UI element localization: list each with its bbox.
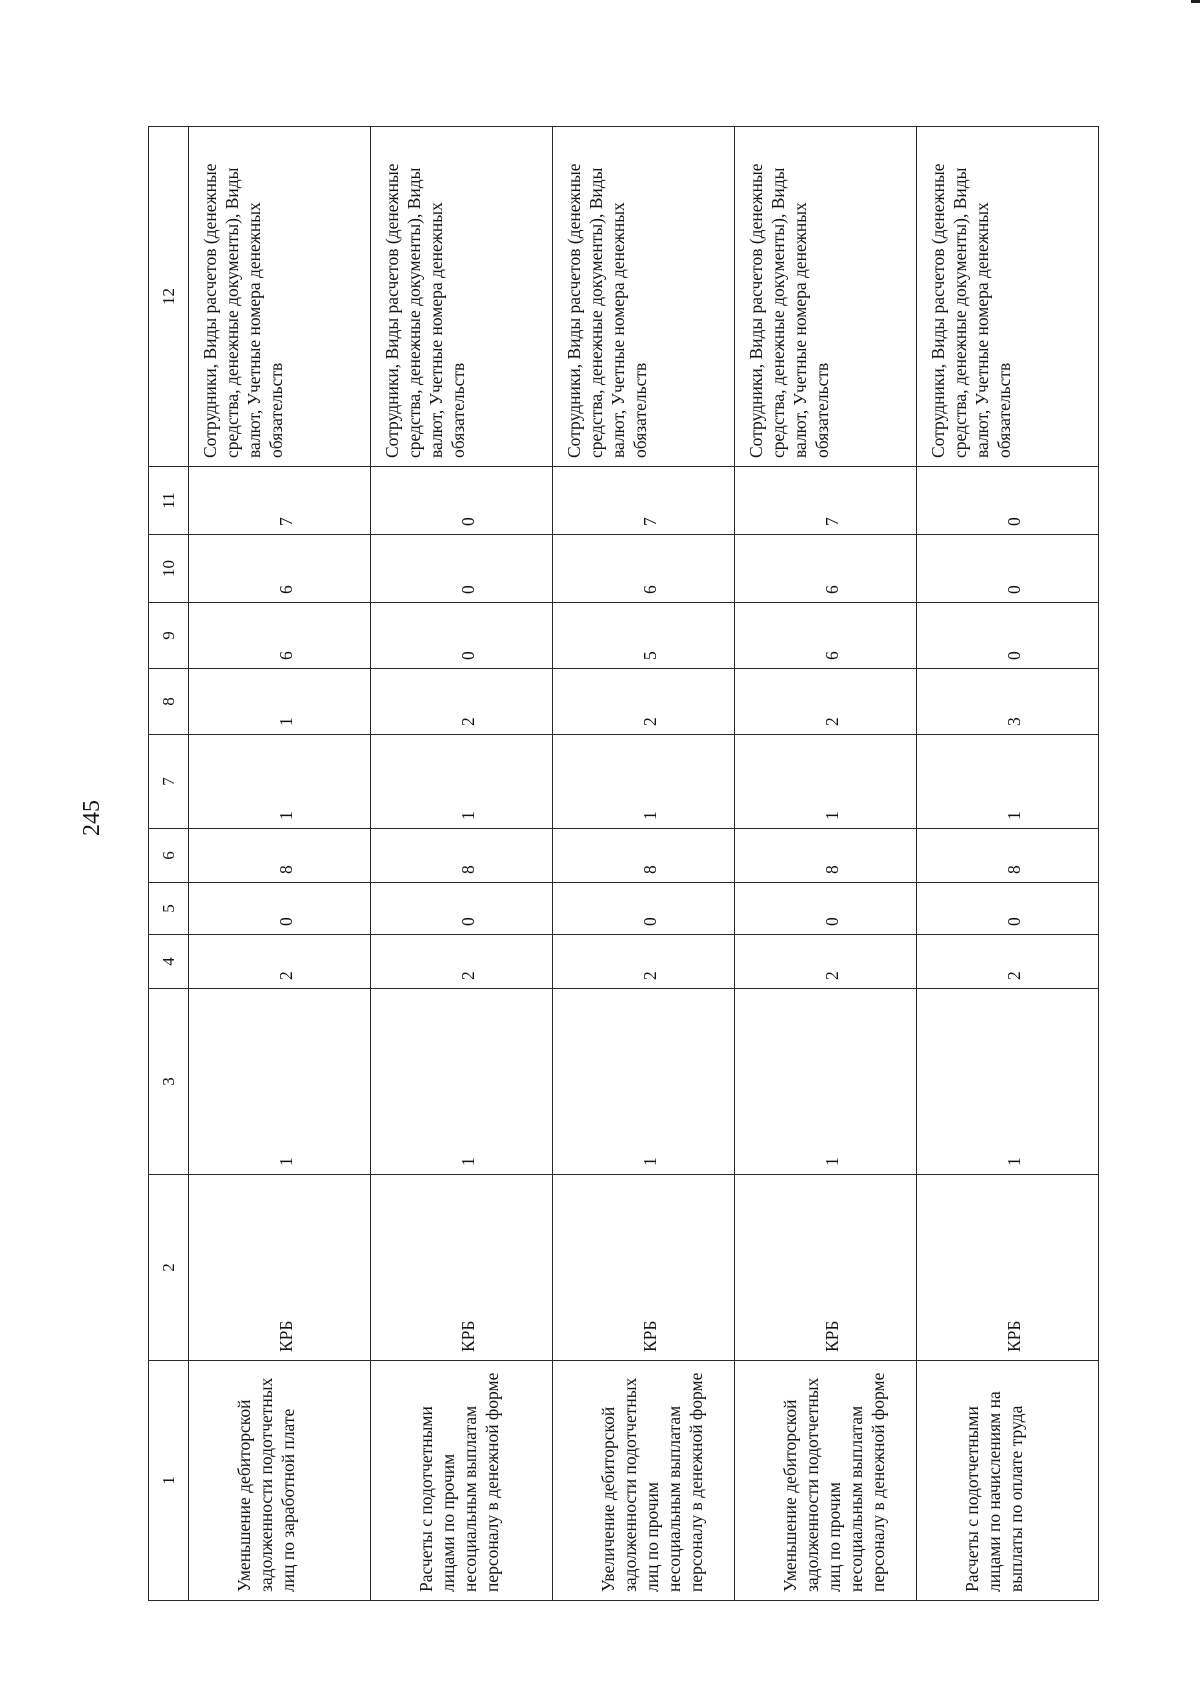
header-cell: 12 <box>149 127 189 467</box>
operation-name: Увеличение дебиторской задолженности подотчетных лиц по прочим несоциальным выплатам персоналу в денежной форме <box>553 1361 735 1601</box>
value-cell: 0 <box>371 603 553 669</box>
header-cell: 5 <box>149 883 189 935</box>
value-cell: 5 <box>553 603 735 669</box>
value-cell: 1 <box>371 735 553 829</box>
value-cell: 0 <box>917 883 1099 935</box>
value-cell: 1 <box>735 735 917 829</box>
value-cell: 2 <box>735 935 917 989</box>
value-cell: 2 <box>189 935 371 989</box>
header-cell: 3 <box>149 989 189 1175</box>
value-cell: 0 <box>371 883 553 935</box>
value-cell: 0 <box>735 883 917 935</box>
header-cell: 8 <box>149 669 189 735</box>
value-cell: 0 <box>917 535 1099 603</box>
value-cell: 1 <box>371 989 553 1175</box>
value-cell: 6 <box>735 603 917 669</box>
value-cell: 7 <box>735 467 917 535</box>
header-cell: 7 <box>149 735 189 829</box>
operation-name: Расчеты с подотчетными лицами по прочим несоциальным выплатам персоналу в денежной форме <box>371 1361 553 1601</box>
header-cell: 1 <box>149 1361 189 1601</box>
header-cell: 6 <box>149 829 189 883</box>
operation-name: Уменьшение дебиторской задолженности подотчетных лиц по прочим несоциальным выплатам персоналу в денежной форме <box>735 1361 917 1601</box>
value-cell: 6 <box>735 535 917 603</box>
value-cell: 8 <box>553 829 735 883</box>
value-cell: 1 <box>189 669 371 735</box>
value-cell: 2 <box>371 669 553 735</box>
table-row <box>553 127 735 1601</box>
analytics-description: Сотрудники, Виды расчетов (денежные средства, денежные документы), Виды валют, Учетные номера денежных обязательств <box>735 127 917 467</box>
value-cell: 1 <box>189 989 371 1175</box>
header-cell: 4 <box>149 935 189 989</box>
value-cell: 1 <box>917 989 1099 1175</box>
value-cell: 1 <box>553 735 735 829</box>
header-cell: 10 <box>149 535 189 603</box>
header-cell: 9 <box>149 603 189 669</box>
page-number: 245 <box>79 800 105 836</box>
scan-corner-mark <box>1191 0 1200 3</box>
code-cell: КРБ <box>917 1175 1099 1361</box>
table-row <box>371 127 553 1601</box>
value-cell: 8 <box>189 829 371 883</box>
value-cell: 6 <box>553 535 735 603</box>
value-cell: 8 <box>371 829 553 883</box>
value-cell: 6 <box>189 603 371 669</box>
table-row <box>917 127 1099 1601</box>
value-cell: 1 <box>189 735 371 829</box>
code-cell: КРБ <box>371 1175 553 1361</box>
value-cell: 2 <box>553 935 735 989</box>
value-cell: 2 <box>553 669 735 735</box>
value-cell: 3 <box>917 669 1099 735</box>
value-cell: 0 <box>371 535 553 603</box>
operation-name: Расчеты с подотчетными лицами по начислениям на выплаты по оплате труда <box>917 1361 1099 1601</box>
value-cell: 7 <box>189 467 371 535</box>
header-cell: 2 <box>149 1175 189 1361</box>
value-cell: 8 <box>735 829 917 883</box>
table-row <box>189 127 371 1601</box>
rotated-table-container <box>148 127 1097 1601</box>
value-cell: 7 <box>553 467 735 535</box>
value-cell: 2 <box>917 935 1099 989</box>
value-cell: 2 <box>735 669 917 735</box>
value-cell: 6 <box>189 535 371 603</box>
header-row <box>149 127 189 1601</box>
value-cell: 0 <box>917 603 1099 669</box>
value-cell: 0 <box>371 467 553 535</box>
accounting-table <box>148 126 1099 1601</box>
operation-name: Уменьшение дебиторской задолженности подотчетных лиц по заработной плате <box>189 1361 371 1601</box>
value-cell: 8 <box>917 829 1099 883</box>
value-cell: 2 <box>371 935 553 989</box>
table-row <box>735 127 917 1601</box>
analytics-description: Сотрудники, Виды расчетов (денежные средства, денежные документы), Виды валют, Учетные номера денежных обязательств <box>553 127 735 467</box>
value-cell: 1 <box>553 989 735 1175</box>
value-cell: 1 <box>917 735 1099 829</box>
value-cell: 1 <box>735 989 917 1175</box>
value-cell: 0 <box>917 467 1099 535</box>
analytics-description: Сотрудники, Виды расчетов (денежные средства, денежные документы), Виды валют, Учетные номера денежных обязательств <box>917 127 1099 467</box>
analytics-description: Сотрудники, Виды расчетов (денежные средства, денежные документы), Виды валют, Учетные номера денежных обязательств <box>189 127 371 467</box>
value-cell: 0 <box>189 883 371 935</box>
code-cell: КРБ <box>189 1175 371 1361</box>
header-cell: 11 <box>149 467 189 535</box>
analytics-description: Сотрудники, Виды расчетов (денежные средства, денежные документы), Виды валют, Учетные номера денежных обязательств <box>371 127 553 467</box>
code-cell: КРБ <box>735 1175 917 1361</box>
value-cell: 0 <box>553 883 735 935</box>
code-cell: КРБ <box>553 1175 735 1361</box>
